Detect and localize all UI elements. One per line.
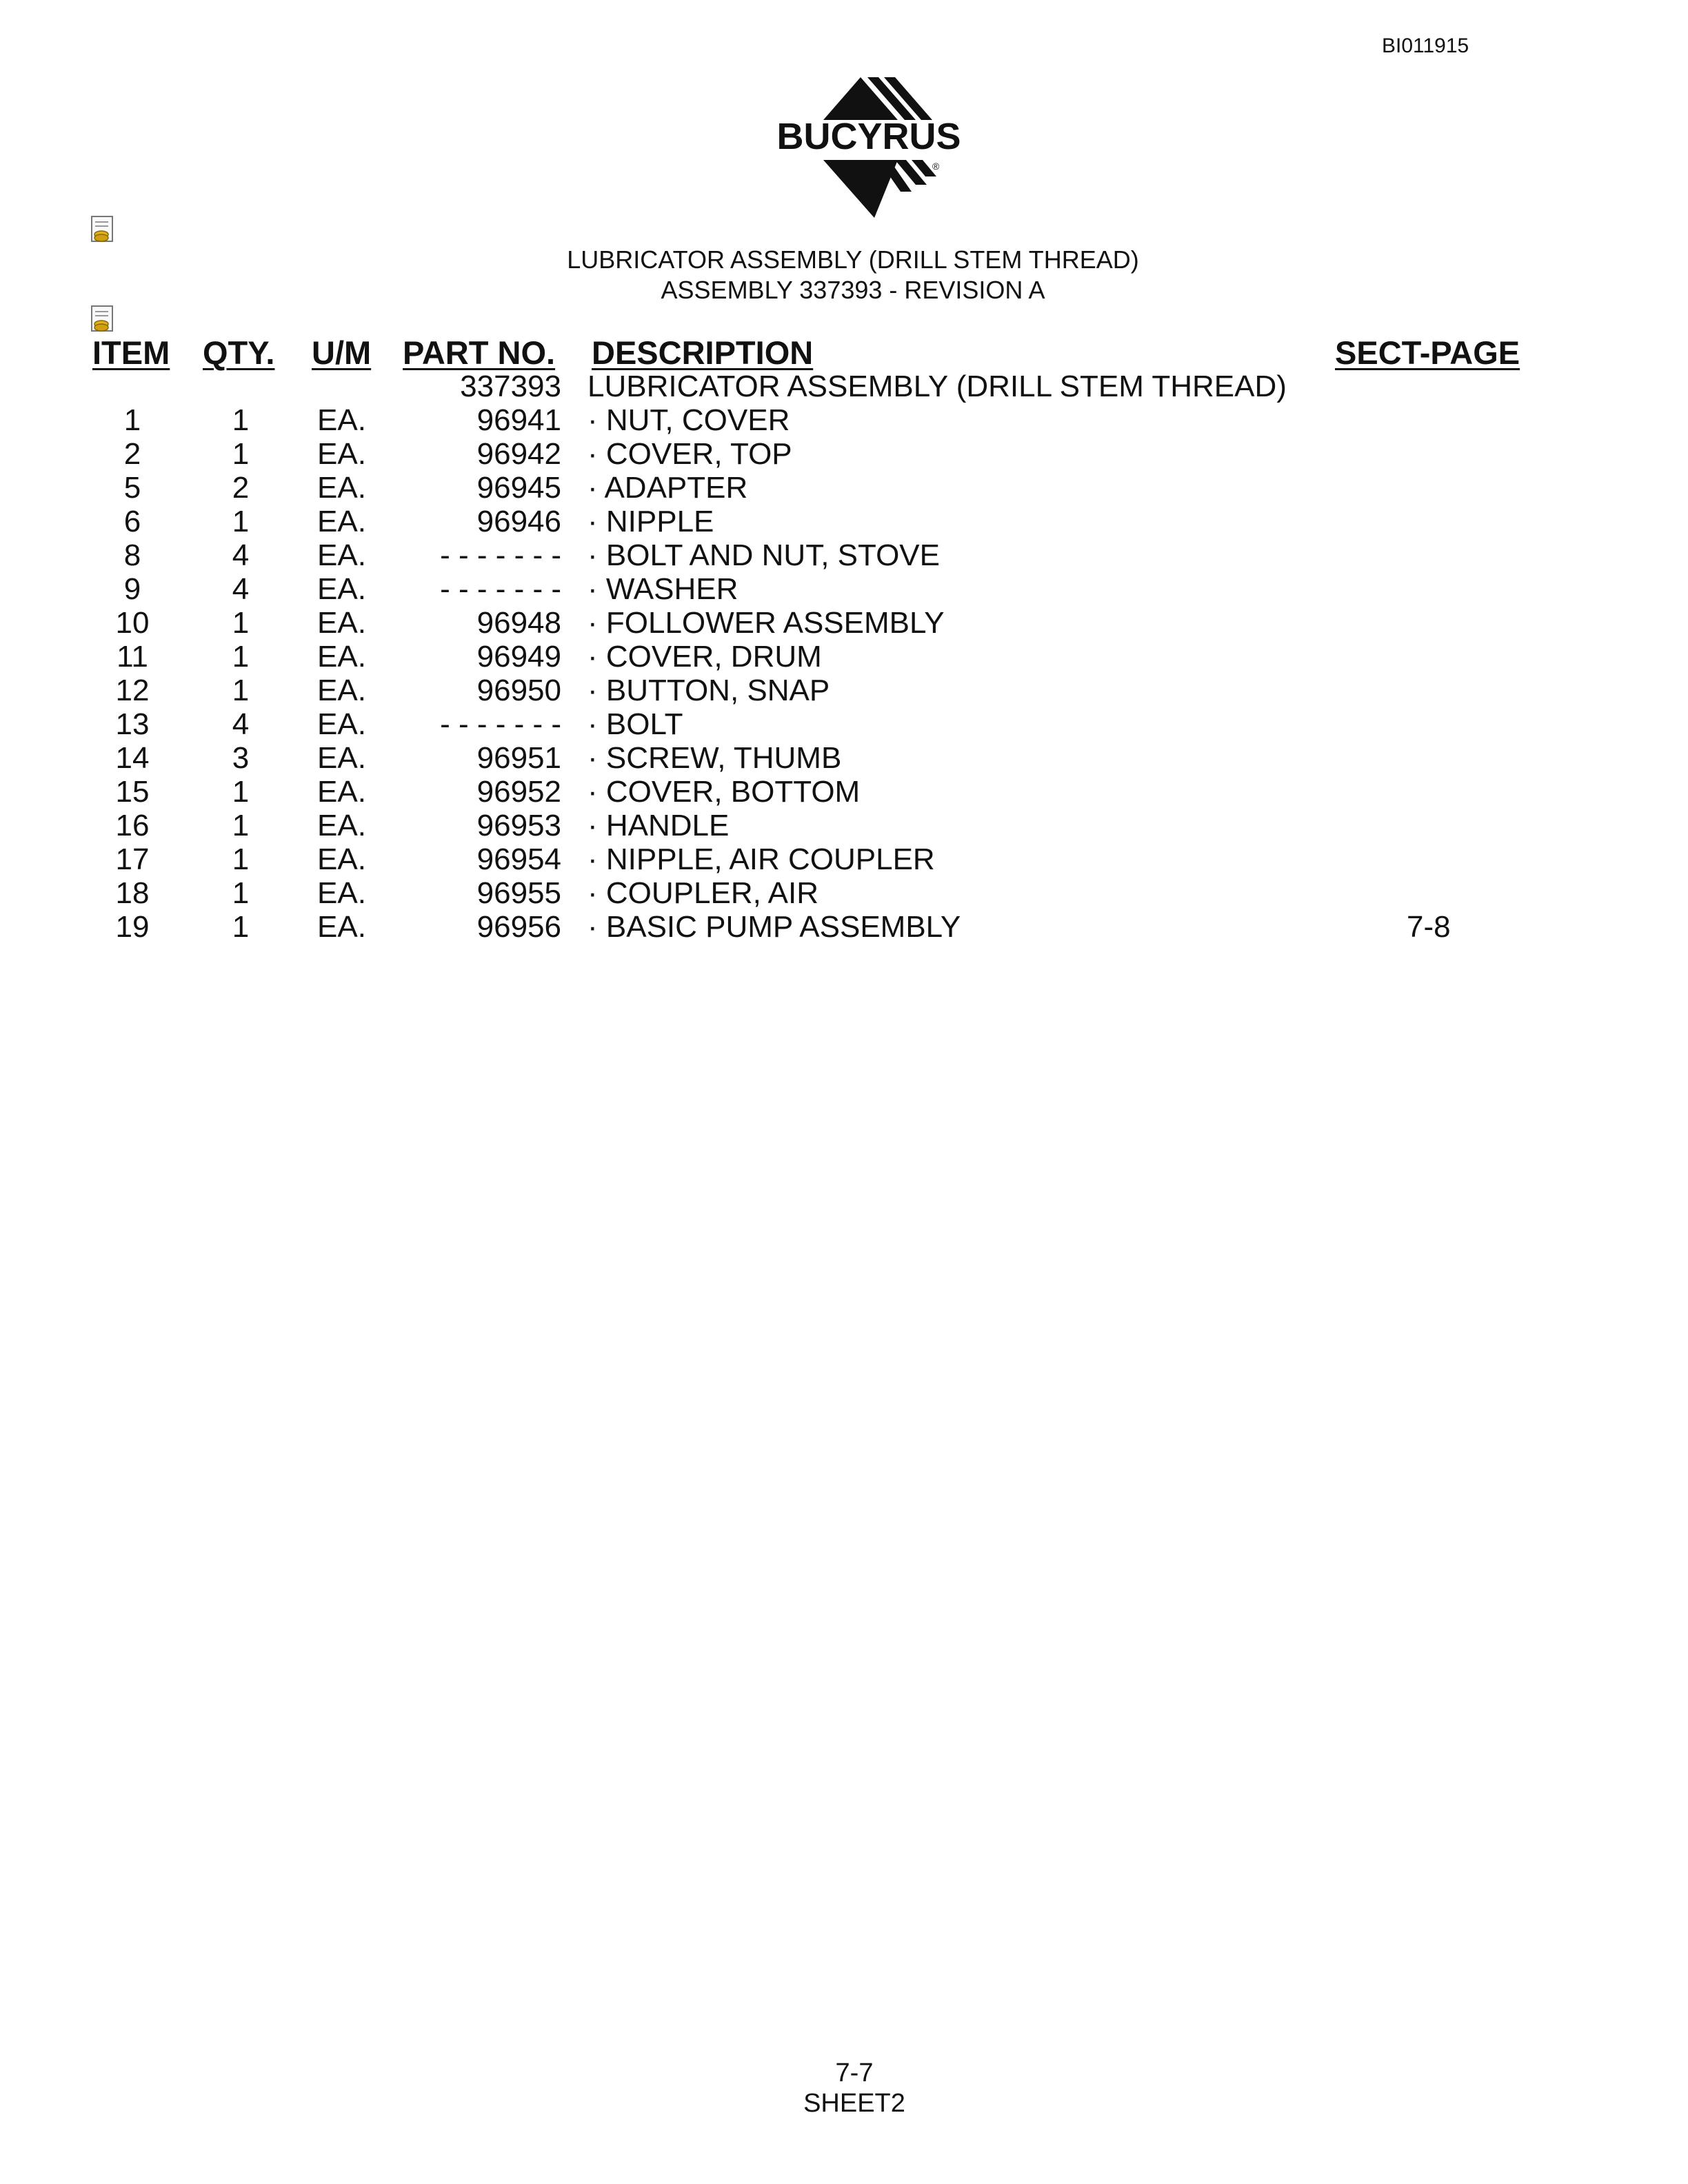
unit-of-measure: EA.: [317, 606, 366, 640]
table-row: [0, 471, 1688, 504]
unit-of-measure: EA.: [317, 910, 366, 944]
part-number: 96949: [476, 640, 561, 674]
unit-of-measure: EA.: [317, 471, 366, 505]
description: · ADAPTER: [587, 471, 748, 505]
table-row: [0, 707, 1688, 740]
part-number: 96941: [476, 403, 561, 437]
quantity: 1: [232, 842, 250, 876]
item-number: 8: [123, 538, 141, 572]
description: · NUT, COVER: [587, 403, 790, 437]
bucyrus-logo: [757, 74, 985, 219]
part-number: - - - - - - -: [440, 538, 561, 572]
item-number: 18: [115, 876, 150, 910]
table-row: [0, 809, 1688, 842]
unit-of-measure: EA.: [317, 775, 366, 809]
column-header-description: DESCRIPTION: [592, 334, 814, 371]
unit-of-measure: EA.: [317, 640, 366, 674]
quantity: 4: [232, 572, 250, 606]
description: · COVER, DRUM: [587, 640, 822, 674]
logo-registered-mark: ®: [932, 161, 940, 172]
part-number: 96945: [476, 471, 561, 505]
item-number: 14: [115, 741, 150, 775]
unit-of-measure: EA.: [317, 809, 366, 842]
unit-of-measure: EA.: [317, 572, 366, 606]
unit-of-measure: EA.: [317, 707, 366, 741]
description: · COVER, BOTTOM: [587, 775, 861, 809]
description: · COVER, TOP: [587, 437, 792, 471]
quantity: 1: [232, 876, 250, 910]
description: · BASIC PUMP ASSEMBLY: [587, 910, 961, 944]
item-number: 10: [115, 606, 150, 640]
quantity: 1: [232, 640, 250, 674]
part-number: 96950: [476, 674, 561, 707]
unit-of-measure: EA.: [317, 403, 366, 437]
unit-of-measure: EA.: [317, 741, 366, 775]
attachment-note-icon[interactable]: [90, 305, 117, 334]
item-number: 15: [115, 775, 150, 809]
column-header-qty: QTY.: [203, 334, 275, 371]
part-number: 96954: [476, 842, 561, 876]
unit-of-measure: EA.: [317, 437, 366, 471]
item-number: 17: [115, 842, 150, 876]
column-header-part-no: PART NO.: [403, 334, 556, 371]
assembly-revision: ASSEMBLY 337393 - REVISION A: [661, 276, 1045, 304]
part-number: 96953: [476, 809, 561, 842]
page-number: 7-7: [835, 2059, 874, 2087]
quantity: 1: [232, 606, 250, 640]
quantity: 3: [232, 741, 250, 775]
description: · COUPLER, AIR: [587, 876, 818, 910]
table-row: [0, 437, 1688, 470]
unit-of-measure: EA.: [317, 842, 366, 876]
description: · NIPPLE: [587, 505, 714, 538]
table-row: [0, 606, 1688, 639]
item-number: 12: [115, 674, 150, 707]
item-number: 1: [123, 403, 141, 437]
table-row: [0, 741, 1688, 774]
table-row: [0, 674, 1688, 707]
item-number: 13: [115, 707, 150, 741]
description: · BUTTON, SNAP: [587, 674, 830, 707]
column-header-um: U/M: [312, 334, 372, 371]
quantity: 4: [232, 707, 250, 741]
part-number: 96952: [476, 775, 561, 809]
quantity: 1: [232, 437, 250, 471]
part-number: 337393: [460, 370, 561, 403]
quantity: 4: [232, 538, 250, 572]
part-number: 96946: [476, 505, 561, 538]
quantity: 1: [232, 775, 250, 809]
unit-of-measure: EA.: [317, 538, 366, 572]
description: LUBRICATOR ASSEMBLY (DRILL STEM THREAD): [587, 370, 1287, 403]
item-number: 5: [123, 471, 141, 505]
part-number: - - - - - - -: [440, 572, 561, 606]
table-row: [0, 910, 1688, 943]
table-row: [0, 403, 1688, 436]
part-number: 96948: [476, 606, 561, 640]
description: · FOLLOWER ASSEMBLY: [587, 606, 945, 640]
table-row: [0, 775, 1688, 808]
attachment-note-icon[interactable]: [90, 215, 117, 244]
sheet-label: SHEET2: [803, 2089, 905, 2118]
description: · BOLT: [587, 707, 683, 741]
column-header-sect-page: SECT-PAGE: [1335, 334, 1520, 371]
table-row: [0, 640, 1688, 673]
part-number: 96951: [476, 741, 561, 775]
description: · BOLT AND NUT, STOVE: [587, 538, 941, 572]
item-number: 6: [123, 505, 141, 538]
item-number: 9: [123, 572, 141, 606]
quantity: 2: [232, 471, 250, 505]
table-row: [0, 842, 1688, 876]
item-number: 16: [115, 809, 150, 842]
unit-of-measure: EA.: [317, 674, 366, 707]
table-row: [0, 572, 1688, 605]
quantity: 1: [232, 505, 250, 538]
quantity: 1: [232, 809, 250, 842]
table-row: [0, 370, 1688, 403]
sect-page-link[interactable]: 7-8: [1407, 910, 1451, 944]
table-row: [0, 538, 1688, 572]
item-number: 11: [117, 640, 148, 674]
logo-text: BUCYRUS: [776, 116, 961, 157]
assembly-title: LUBRICATOR ASSEMBLY (DRILL STEM THREAD): [567, 245, 1139, 274]
unit-of-measure: EA.: [317, 876, 366, 910]
quantity: 1: [232, 674, 250, 707]
quantity: 1: [232, 403, 250, 437]
description: · HANDLE: [587, 809, 730, 842]
unit-of-measure: EA.: [317, 505, 366, 538]
document-id: BI011915: [1382, 34, 1469, 57]
column-header-item: ITEM: [92, 334, 170, 371]
part-number: 96956: [476, 910, 561, 944]
item-number: 19: [115, 910, 150, 944]
description: · SCREW, THUMB: [587, 741, 842, 775]
table-row: [0, 876, 1688, 909]
table-row: [0, 505, 1688, 538]
item-number: 2: [123, 437, 141, 471]
description: · NIPPLE, AIR COUPLER: [587, 842, 935, 876]
part-number: 96942: [476, 437, 561, 471]
description: · WASHER: [587, 572, 738, 606]
part-number: 96955: [476, 876, 561, 910]
part-number: - - - - - - -: [440, 707, 561, 741]
quantity: 1: [232, 910, 250, 944]
